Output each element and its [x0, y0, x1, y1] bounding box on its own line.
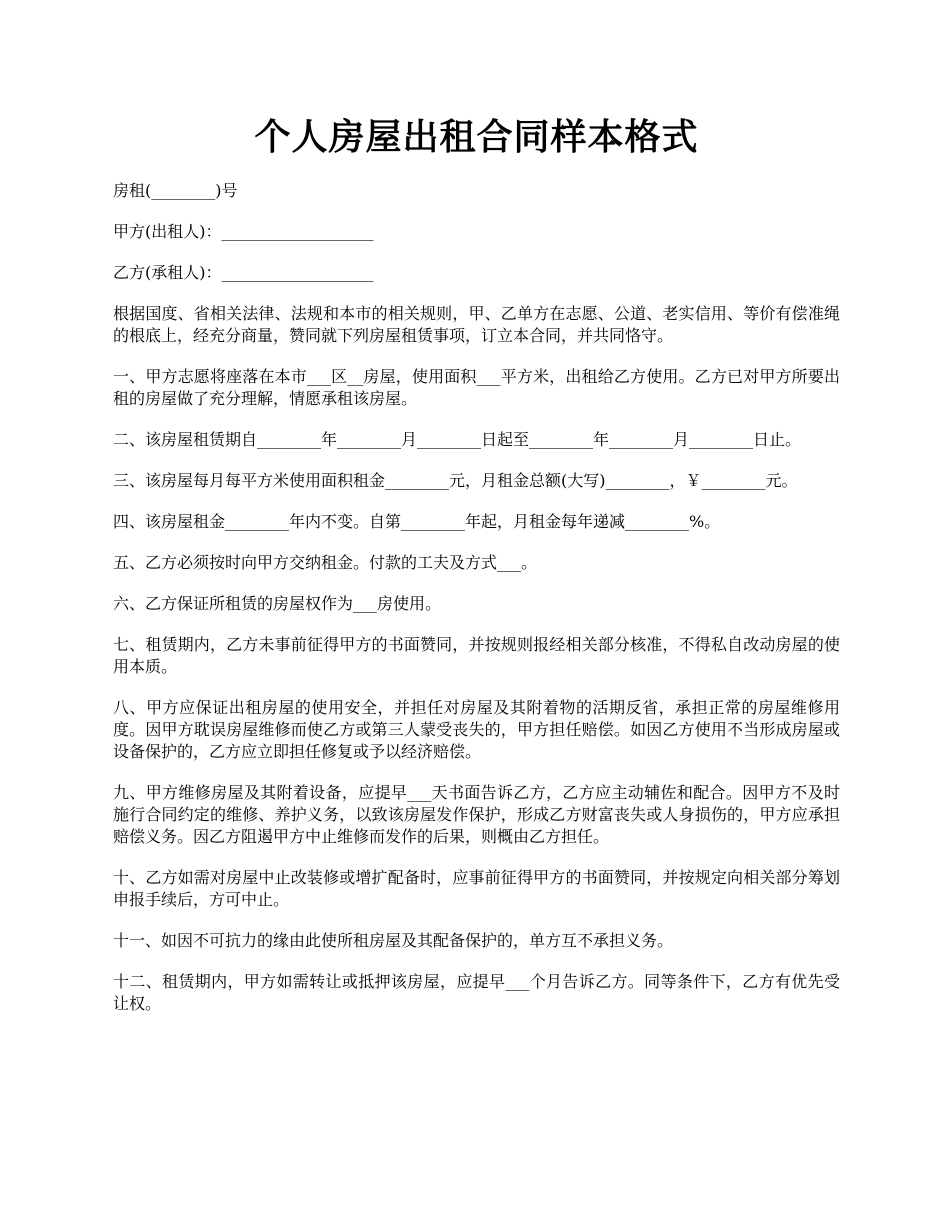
clause-3: 三、该房屋每月每平方米使用面积租金________元，月租金总额(大写)________，￥________元。 [113, 471, 798, 490]
clause-9: 九、甲方维修房屋及其附着设备，应提早___天书面告诉乙方，乙方应主动辅佐和配合。因甲方不及时施行合同约定的维修、养护义务，以致该房屋发作保护，形成乙方财富丧失或人身损伤的，甲方应承担赔偿义务。因乙方阻遏甲方中止维修而发作的后果，则概由乙方担任。 [113, 783, 840, 846]
clause-12: 十二、租赁期内，甲方如需转让或抵押该房屋，应提早___个月告诉乙方。同等条件下，乙方有优先受让权。 [113, 972, 840, 1013]
clause-6: 六、乙方保证所租赁的房屋权作为___房使用。 [113, 594, 442, 613]
clause-2: 二、该房屋租赁期自________年________月________日起至________年________月________日止。 [113, 430, 802, 449]
clause-7: 七、租赁期内，乙方未事前征得甲方的书面赞同，并按规则报经相关部分核准，不得私自改动房屋的使用本质。 [113, 635, 840, 676]
contract-number-line: 房租(________)号 [113, 181, 238, 200]
clause-11: 十一、如因不可抗力的缘由此使所租房屋及其配备保护的，单方互不承担义务。 [113, 931, 674, 950]
clause-1: 一、甲方志愿将座落在本市___区__房屋，使用面积___平方米，出租给乙方使用。乙方已对甲方所要出租的房屋做了充分理解，情愿承租该房屋。 [113, 367, 840, 408]
clause-10: 十、乙方如需对房屋中止改装修或增扩配备时，应事前征得甲方的书面赞同，并按规定向相关部分筹划申报手续后，方可中止。 [113, 868, 840, 909]
document-page [113, 112, 840, 1034]
clause-5: 五、乙方必须按时向甲方交纳租金。付款的工夫及方式___。 [113, 553, 538, 572]
document-title: 个人房屋出租合同样本格式 [254, 116, 699, 158]
clause-4: 四、该房屋租金________年内不变。自第________年起，月租金每年递减________%。 [113, 512, 721, 531]
party-a-line: 甲方(出租人)：___________________ [113, 222, 374, 241]
party-b-line: 乙方(承租人)：___________________ [113, 263, 374, 282]
clause-8: 八、甲方应保证出租房屋的使用安全，并担任对房屋及其附着物的活期反省，承担正常的房屋维修用度。因甲方耽误房屋维修而使乙方或第三人蒙受丧失的，甲方担任赔偿。如因乙方使用不当形成房屋或设备保护的，乙方应立即担任修复或予以经济赔偿。 [113, 698, 840, 761]
intro-paragraph: 根据国度、省相关法律、法规和本市的相关规则，甲、乙单方在志愿、公道、老实信用、等价有偿准绳的根底上，经充分商量，赞同就下列房屋租赁事项，订立本合同，并共同恪守。 [113, 304, 840, 345]
